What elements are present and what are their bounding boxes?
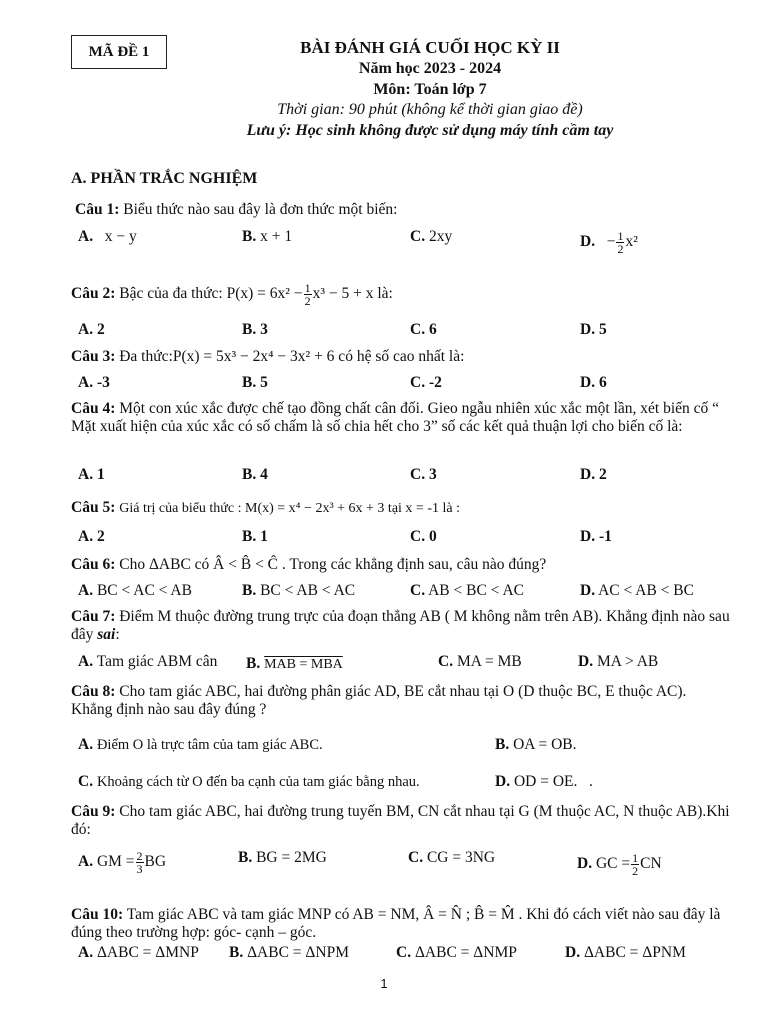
- q2-option-b: B. 3: [242, 321, 268, 338]
- q1-option-c: C. 2xy: [410, 228, 453, 245]
- q6-option-a: A. BC < AC < AB: [78, 582, 192, 599]
- q9-option-c: C. CG = 3NG: [408, 849, 496, 866]
- q5-option-c: C. 0: [410, 528, 437, 545]
- question-1: [75, 201, 735, 219]
- question-text: Biểu thức nào sau đây là đơn thức một biến:: [123, 201, 398, 218]
- q7-option-c: C. MA = MB: [438, 653, 522, 670]
- question-7: Câu 7: Điểm M thuộc đường trung trực của đoạn thẳng AB ( M không nằm trên AB). Khẳng định nào sau đây sai:: [71, 608, 730, 643]
- q8-option-a: A. Điểm O là trực tâm của tam giác ABC.: [78, 736, 323, 753]
- q9-option-b: B. BG = 2MG: [238, 849, 327, 866]
- exam-title: BÀI ĐÁNH GIÁ CUỐI HỌC KỲ II: [300, 38, 560, 57]
- q2-option-a: A. 2: [78, 321, 105, 338]
- q1-option-d: D. − $\frac{1}{2}$ x²: [580, 229, 638, 256]
- q10-option-a: A. ΔABC = ΔMNP: [78, 944, 199, 961]
- school-year: Năm học 2023 - 2024: [358, 60, 502, 77]
- q6-option-c: C. AB < BC < AC: [410, 582, 524, 599]
- q8-option-b: B. OA = OB.: [495, 736, 577, 753]
- q8-option-c: C. Khoảng cách từ O đến ba cạnh của tam giác bằng nhau.: [78, 773, 420, 790]
- q4-option-c: C. 3: [410, 466, 437, 483]
- q10-option-d: D. ΔABC = ΔPNM: [565, 944, 686, 961]
- question-2: Câu 2: Bậc của đa thức: P(x) = 6x² − $\frac{1}{2}$ x³ − 5 + x là:: [71, 281, 393, 308]
- question-10: Câu 10: Tam giác ABC và tam giác MNP có AB = NM, Â = N̂ ; B̂ = M̂ . Khi đó cách viết nào sau đây là đúng theo trường hợp: góc- cạnh – góc.: [71, 906, 721, 941]
- q3-option-b: B. 5: [242, 374, 268, 391]
- exam-note: Lưu ý: Học sinh không được sử dụng máy tính cầm tay: [246, 122, 614, 139]
- exam-code: MÃ ĐỀ 1: [88, 43, 150, 60]
- time-limit: Thời gian: 90 phút (không kể thời gian giao đề): [277, 101, 583, 118]
- exam-code-box: [71, 35, 167, 69]
- question-9: Câu 9: Cho tam giác ABC, hai đường trung tuyến BM, CN cắt nhau tại G (M thuộc AC, N thuộc AB).Khi đó:: [71, 803, 730, 838]
- question-3: Câu 3: Đa thức:P(x) = 5x³ − 2x⁴ − 3x² + 6 có hệ số cao nhất là:: [71, 348, 465, 365]
- subject: Môn: Toán lớp 7: [373, 81, 487, 98]
- q6-option-d: D. AC < AB < BC: [580, 582, 694, 599]
- question-6: Câu 6: Cho ΔABC có Â < B̂ < Ĉ . Trong các khẳng định sau, câu nào đúng?: [71, 556, 547, 573]
- page-number: 1: [380, 976, 388, 991]
- q5-option-d: D. -1: [580, 528, 612, 545]
- q8-option-d: D. OD = OE. .: [495, 773, 593, 790]
- q6-option-b: B. BC < AB < AC: [242, 582, 356, 599]
- q4-option-b: B. 4: [242, 466, 268, 483]
- q5-option-b: B. 1: [242, 528, 268, 545]
- q3-option-d: D. 6: [580, 374, 607, 391]
- q2-option-d: D. 5: [580, 321, 607, 338]
- question-label: Câu 1:: [75, 201, 120, 218]
- q7-option-a: A. Tam giác ABM cân: [78, 653, 218, 670]
- q2-option-c: C. 6: [410, 321, 437, 338]
- question-4: Câu 4: Một con xúc xắc được chế tạo đồng chất cân đối. Gieo ngẫu nhiên xúc xắc một lần, xét biến cố “ Mặt xuất hiện của xúc xắc có số chấm là số chia hết cho 3” số các kết quả thuận lợi cho biến cố là:: [71, 400, 720, 435]
- q10-option-b: B. ΔABC = ΔNPM: [229, 944, 349, 961]
- q10-option-c: C. ΔABC = ΔNMP: [396, 944, 517, 961]
- q3-option-c: C. -2: [410, 374, 442, 391]
- question-8: Câu 8: Cho tam giác ABC, hai đường phân giác AD, BE cắt nhau tại O (D thuộc BC, E thuộc AC). Khẳng định nào sau đây đúng ?: [71, 683, 687, 718]
- q9-option-d: D. GC = $\frac{1}{2}$ CN: [577, 851, 662, 878]
- q3-option-a: A. -3: [78, 374, 110, 391]
- section-a-heading: A. PHẦN TRẮC NGHIỆM: [71, 170, 258, 187]
- question-5: Câu 5: Giá trị của biểu thức : M(x) = x⁴ − 2x³ + 6x + 3 tại x = -1 là :: [71, 499, 460, 516]
- q1-option-b: B. x + 1: [242, 228, 293, 245]
- q1-option-a: A. x − y: [78, 228, 137, 245]
- q9-option-a: A. GM = $\frac{2}{3}$ BG: [78, 849, 167, 876]
- q7-option-b: B. MAB = MBA: [246, 655, 343, 672]
- q4-option-d: D. 2: [580, 466, 607, 483]
- q7-option-d: D. MA > AB: [578, 653, 659, 670]
- q5-option-a: A. 2: [78, 528, 105, 545]
- q4-option-a: A. 1: [78, 466, 105, 483]
